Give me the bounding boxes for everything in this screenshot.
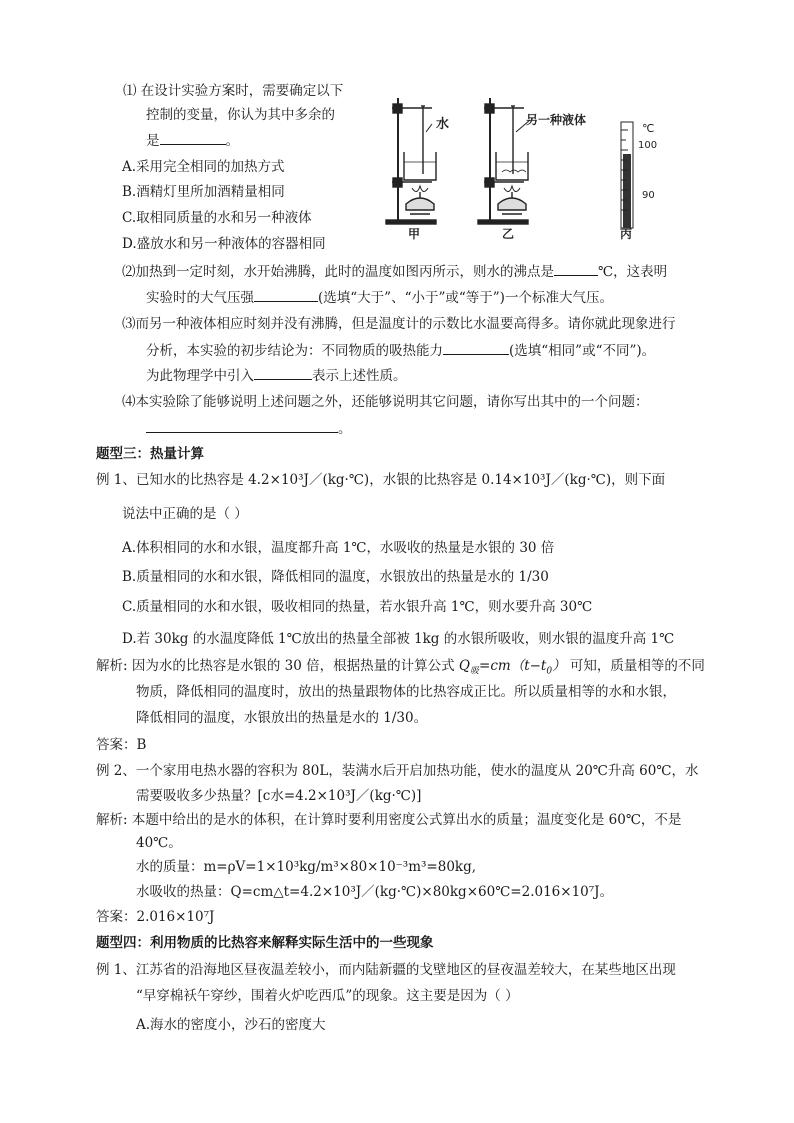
- ex2-analysis-label: 解析:: [96, 812, 128, 828]
- type3-ex1-option-c: C.质量相同的水和水银，吸收相同的热量，若水银升高 1℃，则水要升高 30℃: [122, 599, 593, 615]
- type3-ex1-answer: 答案：B: [96, 737, 147, 753]
- q4-answer-blank: [146, 419, 338, 433]
- q1-line2: 控制的变量，你认为其中多余的: [146, 107, 335, 123]
- type4-heading: 题型四：利用物质的比热容来解释实际生活中的一些现象: [96, 935, 434, 951]
- q1-option-c: C.取相同质量的水和另一种液体: [122, 210, 312, 226]
- label-yi: 乙: [502, 227, 515, 241]
- label-other-liquid: 另一种液体: [526, 113, 587, 127]
- q2-boiling-point-blank: [554, 262, 598, 276]
- analysis-text-1a: 因为水的比热容是水银的 30 倍，根据热量的计算公式: [131, 658, 455, 674]
- q2-line2-a: 实验时的大气压强: [146, 290, 254, 306]
- label-bing: 丙: [620, 227, 633, 241]
- type3-ex2-mass: 水的质量：m=ρV=1×10³kg/m³×80×10⁻³m³=80kg,: [136, 859, 477, 875]
- q1-line3-post: 。: [225, 133, 239, 149]
- q2-line1-b: ℃，这表明: [598, 264, 668, 280]
- q1-option-b: B.酒精灯里所加酒精量相同: [122, 184, 285, 200]
- type3-ex1-line2: 说法中正确的是（ ）: [122, 506, 248, 522]
- type3-ex1-analysis-line3: 降低相同的温度，水银放出的热量是水的 1/30。: [136, 710, 428, 726]
- q3-ability-blank: [443, 341, 509, 355]
- type3-ex1-option-d: D.若 30kg 的水温度降低 1℃放出的热量全部被 1kg 的水银所吸收，则水银的温度升高 1℃: [122, 631, 675, 647]
- type3-ex2-answer: 答案：2.016×10⁷J: [96, 909, 215, 925]
- q3-line2: [146, 341, 655, 360]
- q1-answer-blank: [160, 131, 226, 145]
- type3-ex1-analysis-line1: [96, 657, 705, 681]
- q2-pressure-blank: [254, 288, 318, 302]
- heat-formula: $Q_吸=cm(t-t_0)$: [458, 658, 566, 677]
- q3-line2-b: (选填“相同”或“不同”)。: [509, 343, 656, 359]
- thermo-unit: ℃: [642, 122, 655, 135]
- thermometer-bing: [621, 122, 633, 228]
- q3-line2-a: 分析，本实验的初步结论为：不同物质的吸热能力: [146, 343, 443, 359]
- q4-line1: ⑷本实验除了能够说明上述问题之外，还能够说明其它问题，请你写出其中的一个问题：: [122, 394, 649, 410]
- experiment-figure: [380, 92, 680, 242]
- q1-option-a: A.采用完全相同的加热方式: [122, 159, 285, 175]
- q4-line2-post: 。: [338, 421, 352, 437]
- type3-ex2-analysis-line2: 40℃。: [136, 835, 182, 851]
- q1-line1: ⑴ 在设计实验方案时，需要确定以下: [123, 83, 344, 99]
- label-water: 水: [436, 117, 450, 132]
- type4-ex1-option-a: A.海水的密度小，沙石的密度大: [136, 1017, 326, 1033]
- type3-ex1-option-b: B.质量相同的水和水银，降低相同的温度，水银放出的热量是水的 1/30: [122, 569, 549, 585]
- type3-ex2-line2: 需要吸收多少热量？[c水=4.2×10³J／(kg·℃)]: [136, 788, 422, 804]
- type4-ex1-line1: 例 1、江苏省的沿海地区昼夜温差较小，而内陆新疆的戈壁地区的昼夜温差较大，在某些地区出现: [96, 962, 676, 978]
- analysis-label: 解析:: [96, 658, 128, 674]
- thermo-mark-100: 100: [638, 140, 658, 151]
- type3-ex1-analysis-line2: 物质，降低相同的温度时，放出的热量跟物体的比热容成正比。所以质量相等的水和水银，: [136, 684, 676, 700]
- q3-term-blank: [254, 366, 312, 380]
- ex2-analysis-text-1: 本题中给出的是水的体积，在计算时要利用密度公式算出水的质量；温度变化是 60℃，不是: [131, 812, 682, 828]
- q4-line2: [146, 419, 352, 438]
- apparatus-jia: [386, 98, 436, 224]
- q1-line3: [146, 131, 239, 150]
- q2-line2: [146, 288, 613, 307]
- type3-ex2-line1: 例 2、一个家用电热水器的容积为 80L，装满水后开启加热功能，使水的温度从 20℃升高 60℃，水: [96, 763, 699, 779]
- q3-line3-b: 表示上述性质。: [312, 368, 407, 384]
- type3-ex2-heat: 水吸收的热量：Q=cm△t=4.2×10³J／(kg·℃)×80kg×60℃=2.016×10⁷J。: [136, 884, 614, 900]
- apparatus-yi: [478, 98, 530, 224]
- type3-heading: 题型三：热量计算: [96, 446, 204, 462]
- q2-line1: [122, 262, 667, 281]
- analysis-text-1b: 可知，质量相等的不同: [569, 658, 705, 674]
- label-jia: 甲: [408, 227, 421, 241]
- type3-ex2-analysis-line1: [96, 811, 681, 829]
- q1-line3-pre: 是: [146, 133, 160, 149]
- type4-ex1-line2: “早穿棉袄午穿纱，围着火炉吃西瓜”的现象。这主要是因为（ ）: [136, 988, 519, 1004]
- q1-option-d: D.盛放水和另一种液体的容器相同: [122, 236, 326, 252]
- q2-line2-b: (选填“大于”、“小于”或“等于”)一个标准大气压。: [318, 290, 613, 306]
- experiment-diagram: [380, 92, 680, 242]
- type3-ex1-line1: 例 1、已知水的比热容是 4.2×10³J／(kg·℃)，水银的比热容是 0.14×10³J／(kg·℃)，则下面: [96, 472, 666, 488]
- q3-line3: [146, 366, 407, 385]
- q3-line3-a: 为此物理学中引入: [146, 368, 254, 384]
- q3-line1: ⑶而另一种液体相应时刻并没有沸腾，但是温度计的示数比水温要高得多。请你就此现象进行: [122, 316, 676, 332]
- thermo-mark-90: 90: [642, 190, 655, 201]
- q2-line1-a: ⑵加热到一定时刻，水开始沸腾，此时的温度如图丙所示，则水的沸点是: [122, 264, 554, 280]
- type3-ex1-option-a: A.体积相同的水和水银，温度都升高 1℃，水吸收的热量是水银的 30 倍: [122, 540, 555, 556]
